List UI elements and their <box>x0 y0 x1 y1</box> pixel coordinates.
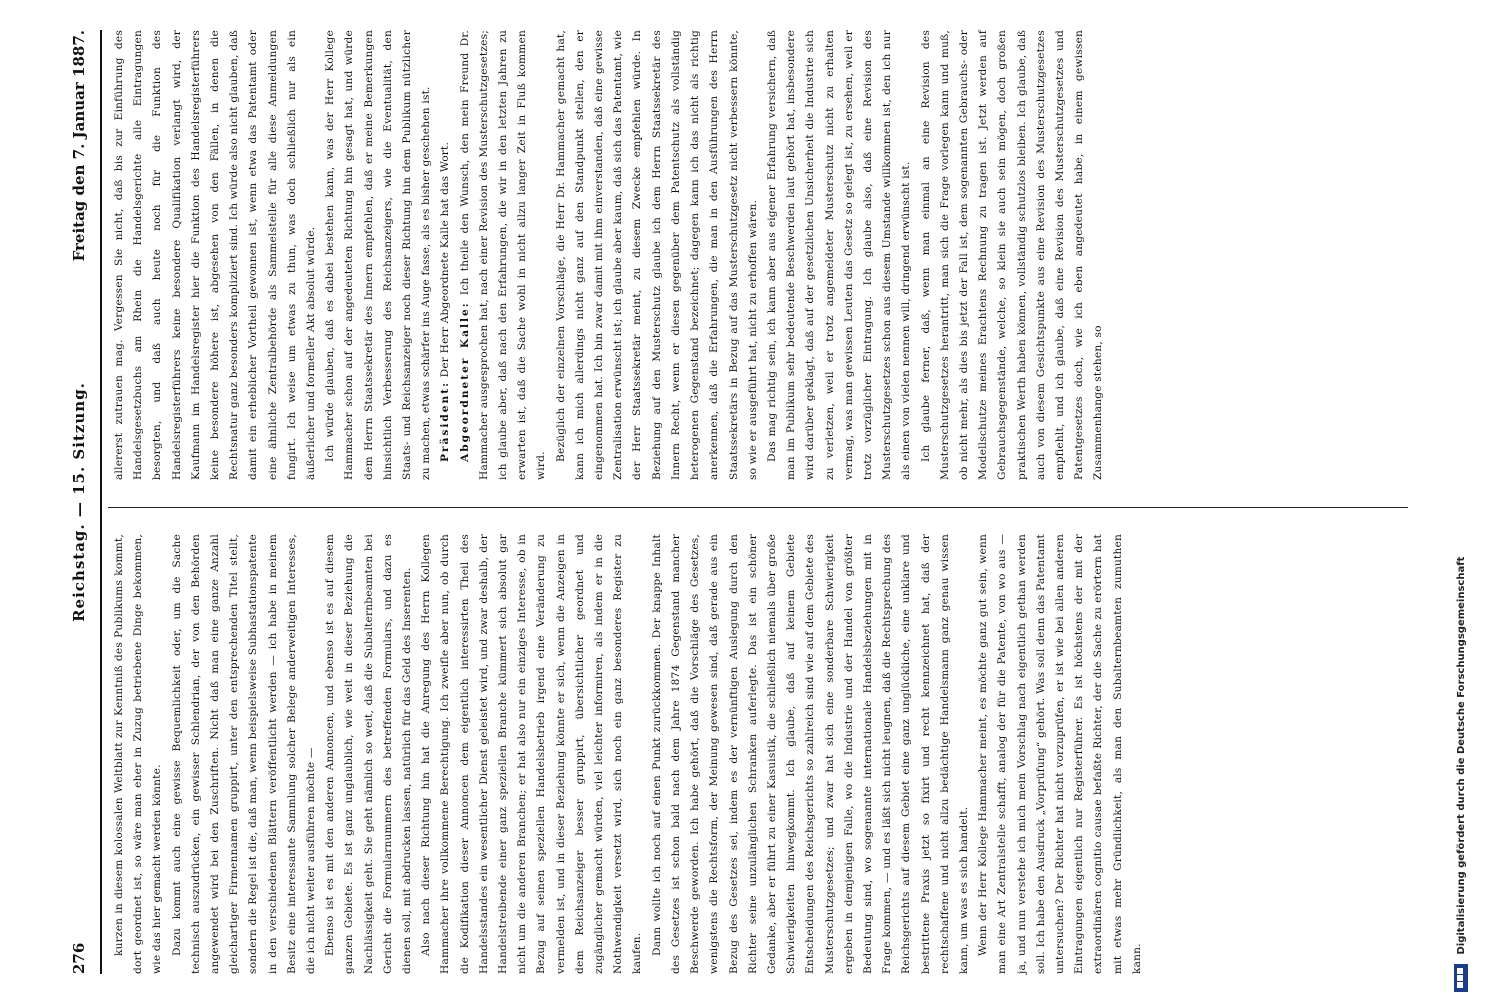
paragraph-text: allererst zutrauen mag. Vergessen Sie nicht, daß bis zur Einführung des Handelsgesetzbuchs am Rhein die Handelsgerichte alle Eintragungen besorgten, und daß auch heute noch für die Funktion des Handelsregisterführers keine besondere Qualifikation verlangt wird, der Kaufmann im Handelsregister hier die Funktion des Handelsregisterführers keine besondere höhere ist, abgesehen von den Fällen, in denen die Rechtsnatur ganz besonders kompliziert sind. Ich würde also nicht glauben, daß damit ein erheblicher Vortheil gewonnen ist, wenn etwa das Patentamt oder eine ähnliche Zentralbehörde als Sammelstelle für alle diese Anmeldungen fungirt. Ich weise um etwas zu thun, was doch schließlich nur als ein äußerlicher und formeller Akt absolut würde. <box>113 30 318 480</box>
right-paragraph <box>763 30 917 480</box>
paragraph-text: Wenn der Herr Kollege Hammacher meint, es möchte ganz gut sein, wenn man eine Art Zentralstelle schafft, analog der für die Patente, von wo aus — ja, und nun verstehe ich mich mein Vorschlag nach eigentlich gethan werden soll. Ich habe den Ausdruck „Vorprüfung“ gehört. Was soll denn das Patentamt untersuchen? Der Richter hat nicht vorzuprüfen, er ist wie bei allen anderen Eintragungen eigentlich nur Registerführer. Es ist höchstens der mit der extraordinären cognitio causae befaßte Richter, der die Sache zu erörtern hat mit etwas mehr Gründlichkeit, als man den Subalternbeamten zumuthen kann. <box>977 534 1143 974</box>
left-paragraph <box>648 534 974 974</box>
speaker-name: Abgeordneter Kalle: <box>458 301 471 462</box>
right-paragraph <box>110 30 321 480</box>
right-paragraph <box>917 30 1109 480</box>
left-paragraph <box>168 534 322 974</box>
funding-text: Digitalisierung gefördert durch die Deutsche Forschungsgemeinschaft <box>1456 556 1467 955</box>
right-paragraph <box>552 30 763 480</box>
paragraph-text: Ich theile den Wunsch, den mein Freund Dr. Hammacher ausgesprochen hat, nach einer Revision des Musterschutzgesetzes; ich glaube aber, daß nach den Erfahrungen, die wir in den letzten Jahren zu erwarten ist, daß die Sache wohl in nicht allzu langer Zeit in Fluß kommen wird. <box>458 30 548 480</box>
footer <box>1432 0 1492 1000</box>
right-paragraph <box>321 30 436 480</box>
left-paragraph <box>110 534 168 974</box>
paragraph-text: Ich würde glauben, daß es dabei bestehen kann, was der Herr Kollege Hammacher schon auf der angedeuteten Richtung hin gesagt hat, und würde dem Herrn Staatssekretär des Innern empfehlen, daß er meine Bemerkungen hinsichtlich Verbesserung des Reichsanzeigers, wie die Eventualität, den Staats- und Reichsanzeiger noch dieser Richtung hin dem Publikum nützlicher zu machen, etwas schärfer ins Auge fasse, als es bisher geschehen ist. <box>324 30 433 480</box>
paragraph-text: Ebenso ist es mit den anderen Annoncen, und ebenso ist es auf diesem ganzen Gebiete. Es ist ganz unglaublich, wie weit in dieser Beziehung die Nachlässigkeit geht. Sie geht nämlich so weit, daß die Subalternbeamten bei Gericht die Formularnummern des betreffenden Formulars, und dazu es dienen soll, mit abdrucken lassen, natürlich für das Geld des Inserenten. <box>324 534 414 974</box>
column-divider <box>108 507 1408 508</box>
left-paragraph <box>974 534 1147 974</box>
paragraph-text: Der Herr Abgeordnete Kalle hat das Wort. <box>439 141 452 378</box>
left-paragraph <box>321 534 417 974</box>
dfg-logo-icon <box>1454 964 1468 992</box>
left-column <box>110 534 1147 974</box>
speaker-name: Präsident: <box>439 380 452 462</box>
paragraph-text: Bezüglich der einzelnen Vorschläge, die Herr Dr. Hammacher gemacht hat, kann ich mich allerdings nicht ganz auf den Standpunkt stellen, den er eingenommen hat. Ich bin zwar damit mit ihm einverstanden, daß eine gewisse Zentralisation erwünscht ist; ich glaube aber kaum, daß sich das Patentamt, wie der Herr Staatssekretär meint, zu diesem Zwecke empfehlen würde. In Beziehung auf den Musterschutz glaube ich dem Herrn Staatssekretär des Innern Recht, wenn er diesen gegenüber dem Patentschutz als vollständig heterogenen Gegenstand bezeichnet; dagegen kann ich das nicht als richtig anerkennen, daß die Erfahrungen, die man in den Ausführungen des Herrn Staatssekretärs in Bezug auf das Musterschutzgesetz nicht verbessern könnte, so wie er ausgeführt hat, nicht zu erhoffen wären. <box>554 30 759 480</box>
paragraph-text: Also nach dieser Richtung hin hat die Anregung des Herrn Kollegen Hammacher ihre vollkommene Berechtigung. Ich zweifle aber nun, ob durch die Kodifikation dieser Annoncen dem eigentlich interessirten Theil des Handelsstandes ein wesentlicher Dienst geleistet wird, und zwar deshalb, der Handelstreibende einer ganz speziellen Branche kümmert sich absolut gar nicht um die anderen Branchen; er hat also nur ein einziges Interesse, ob in Bezug auf seinen speziellen Handelsbetrieb irgend eine Veränderung zu vermelden ist, und in dieser Beziehung könnte er sich, wenn die Anzeigen in dem Reichsanzeiger besser gruppirt, übersichtlicher geordnet und zugänglicher gemacht würden, viel leichter informiren, als indem er in die Nothwendigkeit versetzt wird, sich noch ein ganz besonderes Register zu kaufen. <box>420 534 644 974</box>
header-rule <box>100 30 102 974</box>
document-page <box>60 0 1432 1000</box>
paragraph-text: kurzen in diesem kolossalen Weltblatt zur Kenntniß des Publikums kommt, dort geordnet ist, so wäre man eher in Zuzug betriebene Dinge bekommen, wie das hier gemacht werden könnte. <box>113 534 164 974</box>
funding-note <box>1454 0 1468 1000</box>
right-paragraph <box>436 30 455 480</box>
right-paragraph <box>456 30 552 480</box>
scanned-page <box>60 0 1492 1000</box>
paragraph-text: Ich glaube ferner, daß, wenn man einmal an eine Revision des Musterschutzgesetzes herantritt, man sich die Frage vorlegen kann und muß, ob nicht mehr, als dies bis jetzt der Fall ist, dem sogenannten Gebrauchs- oder Modellschutze meines Erachtens Rechnung zu tragen ist. Jetzt werden auf Gebrauchsgegenstände, welche, so klein sie auch sein mögen, doch großen praktischen Werth haben können, vollständig schutzlos bleiben. Ich glaube, daß auch von diesem Gesichtspunkte aus eine Revision des Musterschutzgesetzes empfiehlt, und ich glaube, daß eine Revision des Musterschutzgesetzes und Patentgesetzes doch, wie ich eben angedeutet habe, in einem gewissen Zusammenhange stehen, so <box>919 30 1105 480</box>
paragraph-text: Das mag richtig sein, ich kann aber aus eigener Erfahrung versichern, daß man im Publikum sehr bedeutende Beschwerden laut gehört hat, insbesondere wird darüber geklagt, daß auf der gesetzlichen Unsicherheit die Industrie sich zu verletzen, weil er trotz angemeldeter Musterschutz nicht zu erhalten vermag, was man gewissen Leuten das Gesetz so gelegt ist, zu ersehen, weil er trotz vorzüglicher Eintragung. Ich glaube also, daß eine Revision des Musterschutzgesetzes schon aus diesem Umstande willkommen ist, den ich nur als einen von vielen nennen will, dringend erwünscht ist. <box>765 30 913 480</box>
session-date: Freitag den 7. Januar 1887. <box>70 30 88 262</box>
right-column <box>110 30 1109 480</box>
page-header <box>66 30 94 974</box>
paragraph-text: Dazu kommt auch eine gewisse Bequemlichkeit oder, um die Sache technisch auszudrücken, ein gewisser Schlendrian, der von den Behörden angewendet wird bei den Zuschriften. Nicht daß man eine ganze Anzahl gleichartiger Firmennamen gruppirt, unter den entsprechenden Titel stellt, sondern die Regel ist die, daß man, wenn beispielsweise Subhastationspatente in den verschiedenen Blättern veröffentlicht werden — ich habe in meinem Besitz eine interessante Sammlung solcher Belege anderweitigen Interesses, die ich nicht weiter ausführen möchte — <box>170 534 318 974</box>
running-title: Reichstag. — 15. Sitzung. <box>70 382 88 622</box>
left-paragraph <box>417 534 647 974</box>
paragraph-text: Dann wollte ich noch auf einen Punkt zurückkommen. Der knappe Inhalt des Gesetzes ist schon bald nach dem Jahre 1874 Gegenstand mancher Beschwerde geworden. Ich habe gehört, daß die Vorschläge des Gesetzes, wenigstens die Rechtsform, der Meinung gewesen sind, daß gerade aus ein Bezug des Gesetzes sei, indem es der vernünftigen Auslegung durch den Richter seine unzulänglichen Schranken auferlegte. Das ist ein schöner Gedanke, aber er führt zu einer Kasuistik, die schließlich niemals über große Schwierigkeiten hinwegkommt. Ich glaube, daß auf keinem Gebiete Entscheidungen des Reichsgerichts so zahlreich sind wie auf dem Gebiete des Musterschutzgesetzes; und zwar hat sich eine sonderbare Schwierigkeit ergeben in demjenigen Falle, wo die Industrie und der Handel von größter Bedeutung sind, wo sogenannte internationale Handelsbeziehungen mit in Frage kommen, — und es läßt sich nicht leugnen, daß die Rechtsprechung des Reichsgerichts auf diesem Gebiet eine ganz unglückliche, eine unklare und bestrittene Praxis jetzt so fixirt und recht kennzeichnet hat, daß der rechtschaffene und nicht allzu bedächtige Handelsmann ganz genau wissen kann, um was es sich handelt. <box>650 534 970 974</box>
page-number: 276 <box>70 942 88 974</box>
